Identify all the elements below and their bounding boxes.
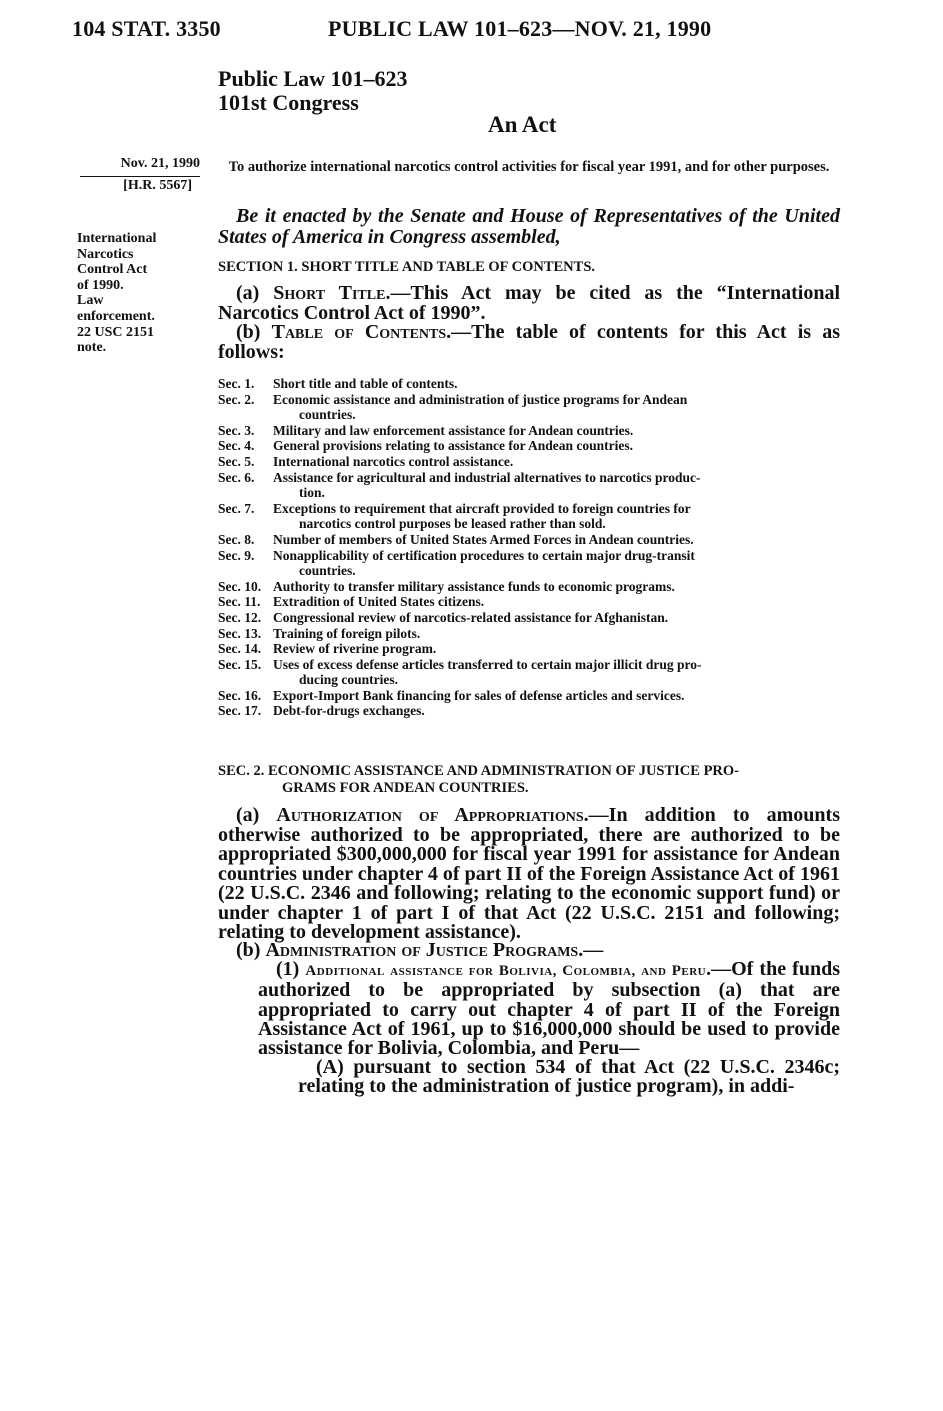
section-2-subsection-b: [236, 940, 840, 960]
toc-entry: [218, 703, 840, 719]
section-2-paragraph-b1: [258, 960, 840, 1058]
toc-entry-number: Sec. 3.: [218, 422, 255, 438]
enacting-clause: Be it enacted by the Senate and House of Representatives of the United States of America in Congress assembled,: [218, 205, 840, 248]
toc-entry-title-text: Number of members of United States Armed Forces in Andean countries.: [273, 531, 694, 547]
toc-entry: [218, 641, 840, 657]
public-law-number: Public Law 101–623: [218, 66, 408, 91]
toc-entry: [218, 438, 840, 454]
section-1-subsection-a: [218, 283, 840, 323]
running-head: PUBLIC LAW 101–623—NOV. 21, 1990: [328, 16, 712, 41]
toc-entry-title: [273, 423, 840, 439]
paragraph-label: (1): [276, 958, 306, 980]
toc-entry-title: [273, 657, 840, 688]
toc-entry: [218, 454, 840, 470]
toc-entry-title-text: Review of riverine program.: [273, 641, 437, 657]
subsection-heading: Short Title: [273, 282, 386, 304]
toc-entry-number: Sec. 5.: [218, 453, 255, 469]
congress-number: 101st Congress: [218, 90, 359, 115]
toc-entry: [218, 594, 840, 610]
toc-entry-title-text: Debt-for-drugs exchanges.: [273, 703, 425, 719]
toc-entry-title: [273, 579, 840, 595]
margin-bill-number: [H.R. 5567]: [123, 178, 192, 193]
toc-entry-number: Sec. 14.: [218, 641, 262, 657]
paragraph-text: .—Of the funds authorized to be appropriated by subsection (a) that are appropriated to carry out chapter 4 of part II of the Foreign Assistance Act of 1961, up to $16,000,000 should be used to provide assistance for Bolivia, Colombia, and Peru—: [258, 958, 840, 1060]
subsection-label: (b): [236, 321, 272, 343]
toc-entry-number: Sec. 13.: [218, 625, 262, 641]
section-2-subsection-a: [218, 806, 840, 943]
toc-entry-title: [273, 703, 840, 719]
section-2-heading-line-1: SEC. 2. ECONOMIC ASSISTANCE AND ADMINISTRATION OF JUSTICE PRO-: [218, 763, 740, 779]
toc-entry-title: [273, 376, 840, 392]
subsection-heading: Authorization of Appropriations: [276, 804, 584, 826]
toc-entry: [218, 657, 840, 688]
table-of-contents: [218, 376, 840, 719]
toc-entry-number: Sec. 2.: [218, 391, 255, 407]
toc-entry-title-continuation: countries.: [299, 407, 356, 423]
toc-entry-number: Sec. 7.: [218, 500, 255, 516]
toc-entry-number: Sec. 17.: [218, 703, 262, 719]
subsection-text: .—: [578, 939, 604, 961]
toc-entry-title: [273, 438, 840, 454]
toc-entry-title-text: Military and law enforcement assistance for Andean countries.: [273, 422, 634, 438]
subsection-label: (a): [236, 282, 274, 304]
toc-entry-title: [273, 641, 840, 657]
toc-entry-title: [273, 548, 840, 579]
toc-entry-number: Sec. 1.: [218, 376, 255, 391]
toc-entry-number: Sec. 4.: [218, 438, 255, 454]
toc-entry-title-text: Congressional review of narcotics-related assistance for Afghanistan.: [273, 609, 669, 625]
margin-divider: [80, 176, 200, 177]
toc-entry: [218, 532, 840, 548]
toc-entry: [218, 579, 840, 595]
page-stat-citation: 104 STAT. 3350: [72, 16, 221, 41]
toc-entry-title: [273, 594, 840, 610]
margin-date: Nov. 21, 1990: [120, 156, 200, 171]
toc-entry-title: [273, 626, 840, 642]
toc-entry-title-text: International narcotics control assistance.: [273, 453, 514, 469]
an-act-title: An Act: [488, 112, 557, 137]
toc-entry-title-text: Economic assistance and administration of justice programs for Andean: [273, 391, 688, 407]
toc-entry-number: Sec. 16.: [218, 687, 262, 703]
toc-entry: [218, 470, 840, 501]
subsection-text: .—In addition to amounts otherwise authorized to be appropriated, there are authorized to be appropriated $300,000,000 for fiscal year 1991 for assistance for Andean countries under chapter 4 of part II of the Foreign Assistance Act of 1961 (22 U.S.C. 2346 and following; relating to the economic support fund) or under chapter 1 of part I of that Act (22 U.S.C. 2151 and following; relating to development assistance).: [218, 804, 840, 943]
toc-entry-title: [273, 454, 840, 470]
toc-entry-title-text: Extradition of United States citizens.: [273, 594, 485, 610]
toc-entry-title-continuation: ducing countries.: [299, 672, 399, 688]
toc-entry-title: [273, 501, 840, 532]
toc-entry-title: [273, 688, 840, 704]
toc-entry-title: [273, 470, 840, 501]
toc-entry-title-text: General provisions relating to assistance for Andean countries.: [273, 438, 634, 454]
toc-entry-number: Sec. 10.: [218, 578, 262, 594]
section-2-subparagraph-b1A: (A) pursuant to section 534 of that Act (22 U.S.C. 2346c; relating to the administration of justice program), in addi-: [298, 1056, 840, 1098]
toc-entry: [218, 392, 840, 423]
toc-entry-title: [273, 532, 840, 548]
toc-entry-title-text: Export-Import Bank financing for sales of defense articles and services.: [273, 687, 685, 703]
toc-entry-title-text: Short title and table of contents.: [273, 376, 458, 391]
toc-entry-title-text: Exceptions to requirement that aircraft provided to foreign countries for: [273, 500, 691, 516]
subsection-text: .—This Act may be cited as the “International Narcotics Control Act of 1990”.: [218, 282, 841, 324]
toc-entry: [218, 688, 840, 704]
toc-entry-title-continuation: tion.: [299, 485, 325, 501]
section-2-heading-line-2: GRAMS FOR ANDEAN COUNTRIES.: [282, 780, 529, 796]
subsection-heading: Administration of Justice Programs: [265, 939, 579, 961]
purpose-clause: To authorize international narcotics control activities for fiscal year 1991, and for other purposes.: [228, 159, 830, 175]
subsection-label: (a): [236, 804, 277, 826]
section-2-heading: [218, 763, 840, 797]
toc-entry: [218, 376, 840, 392]
subsection-heading: Table of Contents: [271, 321, 447, 343]
toc-entry-number: Sec. 9.: [218, 547, 255, 563]
section-1-heading: SECTION 1. SHORT TITLE AND TABLE OF CONTENTS.: [218, 259, 596, 275]
toc-entry-number: Sec. 12.: [218, 609, 262, 625]
toc-entry: [218, 548, 840, 579]
toc-entry-title-text: Nonapplicability of certification procedures to certain major drug-transit: [273, 547, 695, 563]
paragraph-heading: Additional assistance for Bolivia, Colombia, and Peru: [305, 963, 707, 979]
toc-entry-title-text: Assistance for agricultural and industrial alternatives to narcotics produc-: [273, 469, 701, 485]
toc-entry-title: [273, 610, 840, 626]
toc-entry-number: Sec. 11.: [218, 594, 261, 610]
toc-entry-number: Sec. 6.: [218, 469, 255, 485]
toc-entry-title-text: Uses of excess defense articles transferred to certain major illicit drug pro-: [273, 656, 702, 672]
toc-entry: [218, 626, 840, 642]
toc-entry: [218, 423, 840, 439]
toc-entry-title-continuation: countries.: [299, 563, 356, 579]
toc-entry-number: Sec. 8.: [218, 531, 255, 547]
toc-entry-title: [273, 392, 840, 423]
subsection-text: .—The table of contents for this Act is as follows:: [218, 321, 840, 363]
subsection-label: (b): [236, 939, 266, 961]
section-1-subsection-b: [218, 322, 840, 362]
toc-entry: [218, 501, 840, 532]
toc-entry-title-text: Authority to transfer military assistance funds to economic programs.: [273, 578, 675, 594]
toc-entry: [218, 610, 840, 626]
margin-notes: International Narcotics Control Act of 1990. Law enforcement. 22 USC 2151 note.: [77, 231, 157, 356]
toc-entry-title-text: Training of foreign pilots.: [273, 625, 421, 641]
toc-entry-title-continuation: narcotics control purposes be leased rather than sold.: [299, 516, 606, 532]
toc-entry-number: Sec. 15.: [218, 656, 262, 672]
